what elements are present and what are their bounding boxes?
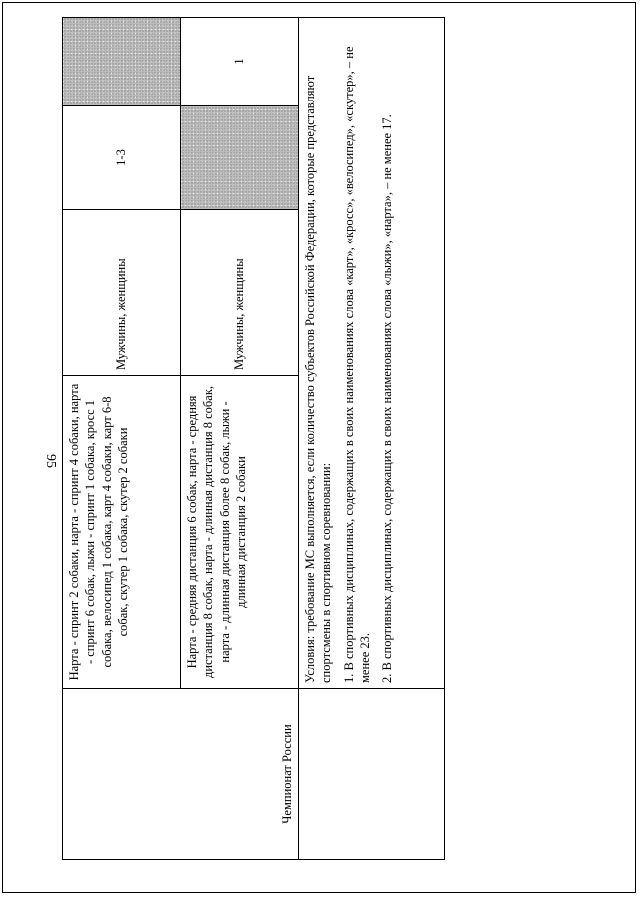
group-text: Мужчины, женщины [232, 258, 247, 370]
qualification-table [62, 17, 445, 860]
page-number: 95 [43, 454, 58, 468]
conditions-item-2: 2. В спортивных дисциплинах, содержащих в своих наименованиях слова «лыжи», «нарта», – не менее 17. [380, 114, 394, 683]
disciplines-cell [63, 376, 181, 689]
disciplines-text: Нарта - средняя дистанция 6 собак, нарта - средняя дистанция 8 собак, нарта - длинная дистанция 8 собак, нарта - длинная дистанция более 8 собак, лыжи - длинная дистанция 2 собаки [185, 385, 248, 679]
group-text: Мужчины, женщины [114, 258, 129, 370]
conditions-intro: Условия: требование МС выполняется, если количество субъектов Российской Федерации, которые представляют спортсмены в спортивном соревновании: [303, 75, 334, 683]
competition-name: Чемпионат России [279, 724, 294, 824]
conditions-item-1: 1. В спортивных дисциплинах, содержащих в своих наименованиях слова «карт», «кросс», «велосипед», «скутер», – не менее 23. [341, 46, 372, 683]
empty-cell [299, 689, 445, 860]
table-row [299, 18, 445, 860]
shaded-cell [63, 18, 181, 106]
table-row [63, 18, 181, 860]
group-cell [181, 210, 299, 376]
places-text: 1-3 [114, 149, 129, 166]
disciplines-cell [181, 376, 299, 689]
places-cell [63, 106, 181, 210]
last-text: 1 [232, 58, 247, 65]
competition-name-cell [63, 689, 299, 860]
rotated-table-container [62, 46, 444, 860]
conditions-cell [299, 18, 445, 689]
group-cell [63, 210, 181, 376]
shaded-cell [181, 106, 299, 210]
disciplines-text: Нарта - спринт 2 собаки, нарта - спринт 4 собаки, нарта - спринт 6 собак, лыжи - спринт 1 собака, кросс 1 собака, велосипед 1 собака, карт 4 собаки, карт 6-8 собак, скутер 1 собака, скутер 2 собаки [67, 383, 130, 681]
last-cell [181, 18, 299, 106]
